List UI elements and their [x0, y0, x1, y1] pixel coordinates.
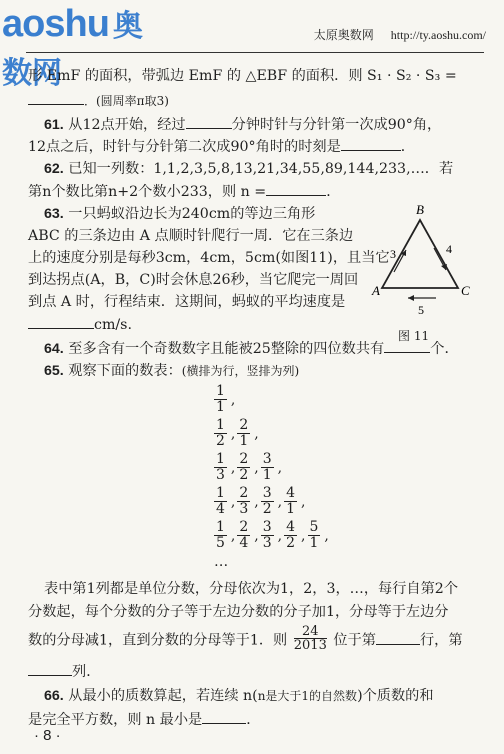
vertex-a-label: A — [372, 283, 380, 298]
fraction-cell — [214, 520, 227, 551]
question-64 — [44, 338, 459, 359]
fraction-numerator: 2 — [239, 417, 249, 433]
site-url-link[interactable]: http://ty.aoshu.com/ — [390, 28, 486, 42]
fraction-denominator: 2 — [286, 535, 296, 551]
text-line — [28, 270, 358, 290]
aoshu-logo[interactable] — [2, 2, 172, 90]
paragraph-text: 数的分母减1，直到分数的分母等于1．则 — [28, 632, 288, 649]
text-line — [28, 90, 169, 111]
fraction-denominator: 1 — [239, 433, 249, 449]
column-answer-blank[interactable] — [28, 661, 72, 676]
speed-ca-label: 5 — [418, 303, 424, 317]
fraction-cell — [308, 520, 321, 551]
question-note: n是大于1的自然数 — [257, 689, 358, 703]
logo-cn-text: 奥数网 — [2, 10, 143, 90]
speed-bc-label: 4 — [446, 242, 452, 256]
fraction-cell — [261, 452, 274, 483]
triangle-figure — [370, 198, 478, 326]
fraction-cell — [214, 452, 227, 483]
question-text: 观察下面的数表： — [68, 363, 182, 379]
text-line — [28, 226, 353, 246]
fraction-numerator: 1 — [216, 485, 225, 501]
question-66 — [44, 686, 434, 706]
fraction-denominator: 1 — [286, 501, 296, 517]
answer-blank[interactable] — [202, 709, 246, 724]
question-text: 从12点开始，经过 — [68, 117, 186, 133]
row-answer-blank[interactable] — [376, 630, 420, 645]
question-number: 62. — [44, 161, 64, 177]
arrow-head-icon — [408, 295, 414, 301]
question-text: ABC 的三条边由 A 点顺时针爬行一周．它在三条边 — [28, 228, 354, 244]
paragraph-text: 分数起，每个分数的分子等于左边分数的分子加1，分母等于左边分 — [28, 604, 449, 620]
punctuation: ． — [246, 712, 261, 728]
separator: , — [254, 493, 259, 510]
question-65 — [44, 361, 299, 381]
fraction-numerator: 1 — [216, 383, 225, 399]
fraction-cell — [237, 418, 250, 449]
question-61 — [44, 114, 441, 135]
text-line — [28, 624, 463, 654]
fraction-cell — [237, 452, 250, 483]
fraction-denominator: 2 — [216, 433, 225, 449]
fraction-denominator: 4 — [216, 501, 225, 517]
punctuation: ． — [400, 139, 415, 155]
paragraph-text: 行，第 — [419, 632, 463, 649]
site-name: 太原奥数网 — [313, 28, 374, 42]
separator: , — [254, 527, 259, 544]
ellipsis: … — [214, 554, 229, 570]
question-text: 到点 A 时，行程结束．这期间，蚂蚁的平均速度是 — [28, 294, 346, 310]
fraction-cell — [284, 520, 297, 551]
fraction-cell — [261, 486, 274, 517]
separator: , — [254, 459, 259, 476]
question-63 — [44, 204, 315, 224]
question-number: 66. — [44, 688, 64, 704]
fraction-denominator: 2 — [239, 467, 249, 483]
separator: , — [230, 425, 236, 442]
page-number: · 8 · — [34, 727, 61, 744]
fraction-table-row — [214, 384, 237, 418]
text-line — [28, 292, 345, 312]
fraction-cell — [284, 486, 297, 517]
logo-main-text: aoshu — [2, 3, 109, 45]
question-number: 63. — [44, 206, 64, 222]
question-text: )个质数的和 — [357, 688, 434, 704]
separator: , — [277, 459, 283, 476]
fraction-table-row — [214, 486, 308, 520]
text-line — [28, 602, 448, 622]
header-divider — [26, 52, 484, 53]
text-line — [28, 709, 260, 730]
question-note: (横排为行，竖排为列) — [181, 364, 300, 378]
text-line — [28, 136, 415, 157]
fraction-cell — [214, 384, 227, 415]
fraction-denominator: 1 — [216, 399, 225, 415]
vertex-c-label: C — [461, 283, 470, 298]
text-line — [28, 181, 340, 202]
answer-blank[interactable] — [28, 90, 84, 105]
target-fraction — [294, 625, 327, 652]
fraction-numerator: 2 — [239, 519, 249, 535]
question-text: 是完全平方数，则 n 最小是 — [28, 712, 203, 728]
fraction-numerator: 3 — [262, 519, 272, 535]
fraction-denominator: 2 — [262, 501, 272, 517]
text-line — [28, 248, 390, 268]
fraction-denominator: 5 — [216, 535, 225, 551]
separator: , — [230, 459, 236, 476]
text-line — [28, 661, 100, 682]
separator: , — [301, 527, 306, 544]
answer-blank[interactable] — [384, 338, 430, 353]
fraction-cell — [237, 486, 250, 517]
fraction-numerator: 3 — [262, 451, 272, 467]
paragraph-text: 表中第1列都是单位分数，分母依次为1，2，3，…，每行自第2个 — [44, 581, 459, 597]
fraction-cell — [237, 520, 250, 551]
question-text: 上的速度分别是每秒3cm，4cm，5cm(如图11)，且当它 — [28, 250, 390, 266]
figure-caption: 图 11 — [398, 329, 430, 343]
fraction-table-row — [214, 418, 261, 452]
fraction-numerator: 1 — [216, 417, 225, 433]
question-text: 一只蚂蚁沿边长为240cm的等边三角形 — [68, 206, 316, 222]
fraction-table-row — [214, 452, 284, 486]
answer-blank[interactable] — [341, 136, 401, 151]
question-number: 61. — [44, 117, 64, 133]
question-text: 12点之后，时针与分针第二次成90°角时的时刻是 — [28, 139, 341, 155]
fraction-denominator: 4 — [239, 535, 249, 551]
paragraph-text: 列． — [72, 664, 101, 680]
arrow-head-icon — [441, 264, 447, 270]
question-62 — [44, 159, 453, 179]
separator: , — [277, 493, 283, 510]
separator: , — [230, 493, 236, 510]
fraction-denominator: 2013 — [293, 638, 327, 653]
question-text: 至多含有一个奇数数字且能被25整除的四位数共有 — [68, 341, 385, 357]
fraction-cell — [214, 418, 227, 449]
fraction-denominator: 1 — [262, 467, 272, 483]
separator: , — [277, 527, 283, 544]
separator: , — [254, 425, 259, 442]
fraction-numerator: 5 — [309, 519, 319, 535]
question-text: 分钟时针与分针第一次成90°角， — [231, 117, 442, 133]
separator: , — [230, 527, 236, 544]
text-line — [28, 314, 132, 335]
fraction-denominator: 1 — [309, 535, 319, 551]
fraction-numerator: 1 — [216, 451, 225, 467]
answer-blank[interactable] — [28, 314, 94, 329]
question-text: 第n个数比第n+2个数小233，则 n = — [28, 184, 267, 200]
text-line — [28, 66, 457, 86]
answer-blank[interactable] — [266, 181, 326, 196]
separator: , — [301, 493, 306, 510]
fraction-numerator: 4 — [286, 485, 296, 501]
pi-note: ．(圆周率π取3) — [84, 94, 169, 108]
area-formula-text: 形 EmF 的面积，带弧边 EmF 的 △EBF 的面积．则 S₁ · S₂ · S₃ = — [28, 68, 457, 84]
fraction-numerator: 1 — [216, 519, 225, 535]
question-text: 已知一列数：1,1,2,3,5,8,13,21,34,55,89,144,233,…．若 — [68, 161, 454, 177]
unit-text: cm/s. — [94, 317, 132, 333]
separator: , — [324, 527, 329, 544]
punctuation: ． — [326, 184, 341, 200]
question-text: 从最小的质数算起，若连续 n( — [68, 688, 258, 704]
paragraph-text: 位于第 — [333, 632, 376, 649]
fraction-table-row — [214, 520, 331, 554]
answer-blank[interactable] — [186, 114, 232, 129]
question-text: 到达拐点(A，B，C)时会休息26秒，当它爬完一周回 — [28, 272, 359, 288]
fraction-denominator: 3 — [239, 501, 249, 517]
header-site-info — [314, 26, 486, 43]
text-line — [44, 579, 458, 599]
fraction-numerator: 2 — [239, 485, 249, 501]
question-number: 65. — [44, 363, 64, 379]
question-text: 个． — [430, 341, 459, 357]
fraction-denominator: 3 — [216, 467, 225, 483]
fraction-cell — [261, 520, 274, 551]
speed-ab-label: 3 — [390, 247, 396, 261]
vertex-b-label: B — [416, 202, 424, 217]
question-number: 64. — [44, 341, 64, 357]
fraction-numerator: 24 — [302, 624, 319, 639]
fraction-cell — [214, 486, 227, 517]
fraction-numerator: 2 — [239, 451, 249, 467]
fraction-denominator: 3 — [262, 535, 272, 551]
fraction-numerator: 3 — [262, 485, 272, 501]
fraction-numerator: 4 — [286, 519, 296, 535]
separator: , — [230, 391, 236, 408]
